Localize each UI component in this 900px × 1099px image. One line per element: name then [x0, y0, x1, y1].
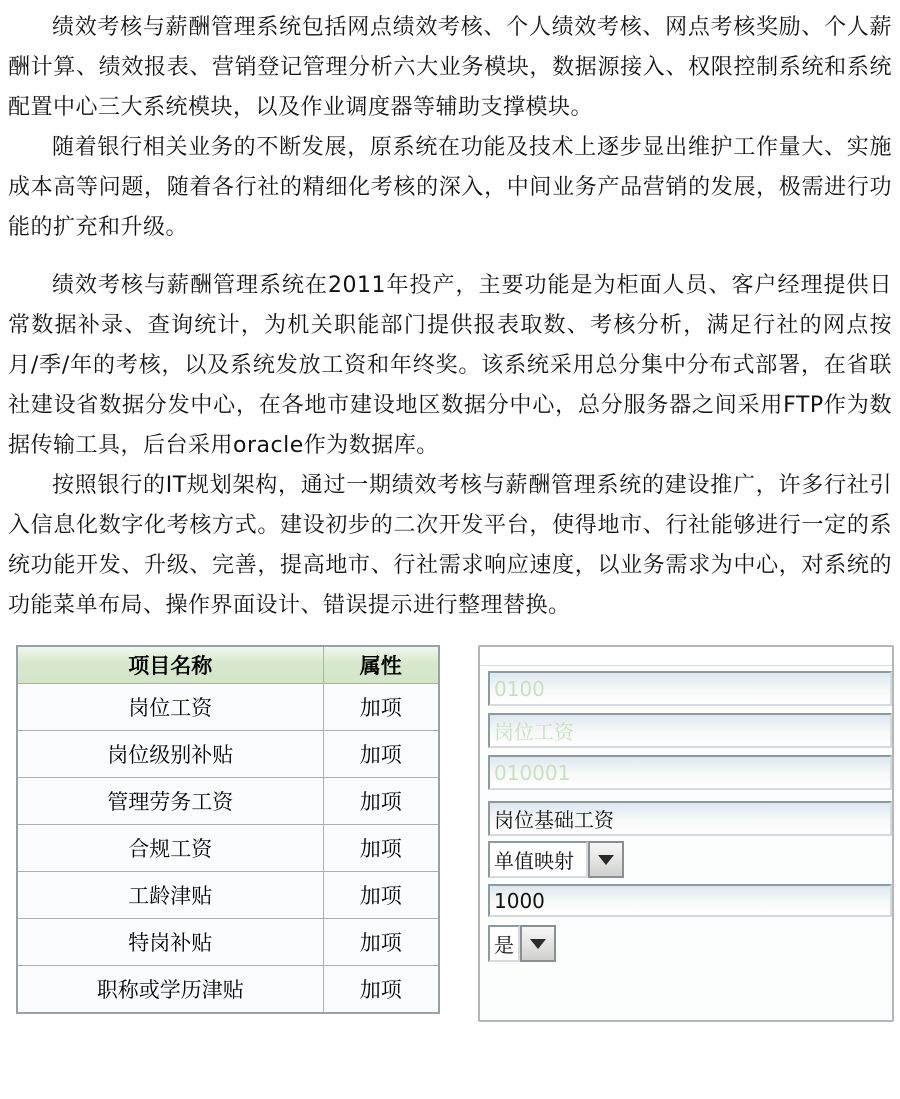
- column-header-attribute: 属性: [323, 646, 439, 684]
- table-row: [17, 684, 439, 731]
- paragraph-system-history: 绩效考核与薪酬管理系统在2011年投产，主要功能是为柜面人员、客户经理提供日常数据补录、查询统计，为机关职能部门提供报表取数、考核分析，满足行社的网点按月/季/年的考核，以及系统发放工资和年终奖。该系统采用总分集中分布式部署，在省联社建设省数据分发中心，在各地市建设地区数据分中心，总分服务器之间采用FTP作为数据传输工具，后台采用oracle作为数据库。: [8, 273, 892, 458]
- item-code-input[interactable]: [488, 755, 892, 790]
- table-row: [17, 872, 439, 919]
- amount-input[interactable]: [488, 884, 892, 917]
- panel-top-strip: [480, 647, 892, 665]
- item-name-cell: 特岗补贴: [17, 919, 323, 966]
- paragraph-it-plan: 按照银行的IT规划架构，通过一期绩效考核与薪酬管理系统的建设推广，许多行社引入信息化数字化考核方式。建设初步的二次开发平台，使得地市、行社能够进行一定的系统功能开发、升级、完善，提高地市、行社需求响应速度，以业务需求为中心，对系统的功能菜单布局、操作界面设计、错误提示进行整理替换。: [8, 473, 892, 618]
- dept-code-input[interactable]: [488, 671, 892, 706]
- item-attr-cell: 加项: [323, 778, 439, 825]
- mapping-type-value: 单值映射: [488, 841, 588, 878]
- item-name-cell: 岗位级别补贴: [17, 731, 323, 778]
- item-name-cell: 工龄津贴: [17, 872, 323, 919]
- item-attr-cell: 加项: [323, 684, 439, 731]
- enabled-flag-select[interactable]: [488, 925, 556, 962]
- mapping-type-dropdown-button[interactable]: [588, 841, 624, 878]
- table-row: [17, 919, 439, 966]
- chevron-down-icon: [530, 939, 546, 949]
- item-name-cell: 合规工资: [17, 825, 323, 872]
- enabled-flag-dropdown-button[interactable]: [520, 925, 556, 962]
- item-name-cell: 管理劳务工资: [17, 778, 323, 825]
- item-name-input[interactable]: [488, 801, 892, 836]
- table-row: [17, 731, 439, 778]
- mapping-type-select[interactable]: [488, 841, 624, 878]
- column-header-item-name: 项目名称: [17, 646, 323, 684]
- item-name-cell: 岗位工资: [17, 684, 323, 731]
- item-attr-cell: 加项: [323, 966, 439, 1014]
- table-header-row: [17, 646, 439, 684]
- document-body: [8, 8, 892, 1022]
- table-row: [17, 825, 439, 872]
- item-name-cell: 职称或学历津贴: [17, 966, 323, 1014]
- table-row: [17, 966, 439, 1014]
- chevron-down-icon: [598, 855, 614, 865]
- panel-fields: [480, 666, 892, 962]
- item-attr-cell: 加项: [323, 731, 439, 778]
- dept-name-input[interactable]: [488, 713, 892, 748]
- item-detail-form-panel: [478, 645, 894, 1022]
- item-attr-cell: 加项: [323, 872, 439, 919]
- salary-items-table: [16, 645, 440, 1014]
- paragraph-background: 随着银行相关业务的不断发展，原系统在功能及技术上逐步显出维护工作量大、实施成本高等问题，随着各行社的精细化考核的深入，中间业务产品营销的发展，极需进行功能的扩充和升级。: [8, 135, 892, 240]
- item-attr-cell: 加项: [323, 919, 439, 966]
- table-row: [17, 778, 439, 825]
- item-attr-cell: 加项: [323, 825, 439, 872]
- bottom-section: [16, 645, 892, 1022]
- enabled-flag-value: 是: [488, 925, 520, 962]
- paragraph-modules: 绩效考核与薪酬管理系统包括网点绩效考核、个人绩效考核、网点考核奖励、个人薪酬计算、绩效报表、营销登记管理分析六大业务模块，数据源接入、权限控制系统和系统配置中心三大系统模块，以及作业调度器等辅助支撑模块。: [8, 15, 892, 120]
